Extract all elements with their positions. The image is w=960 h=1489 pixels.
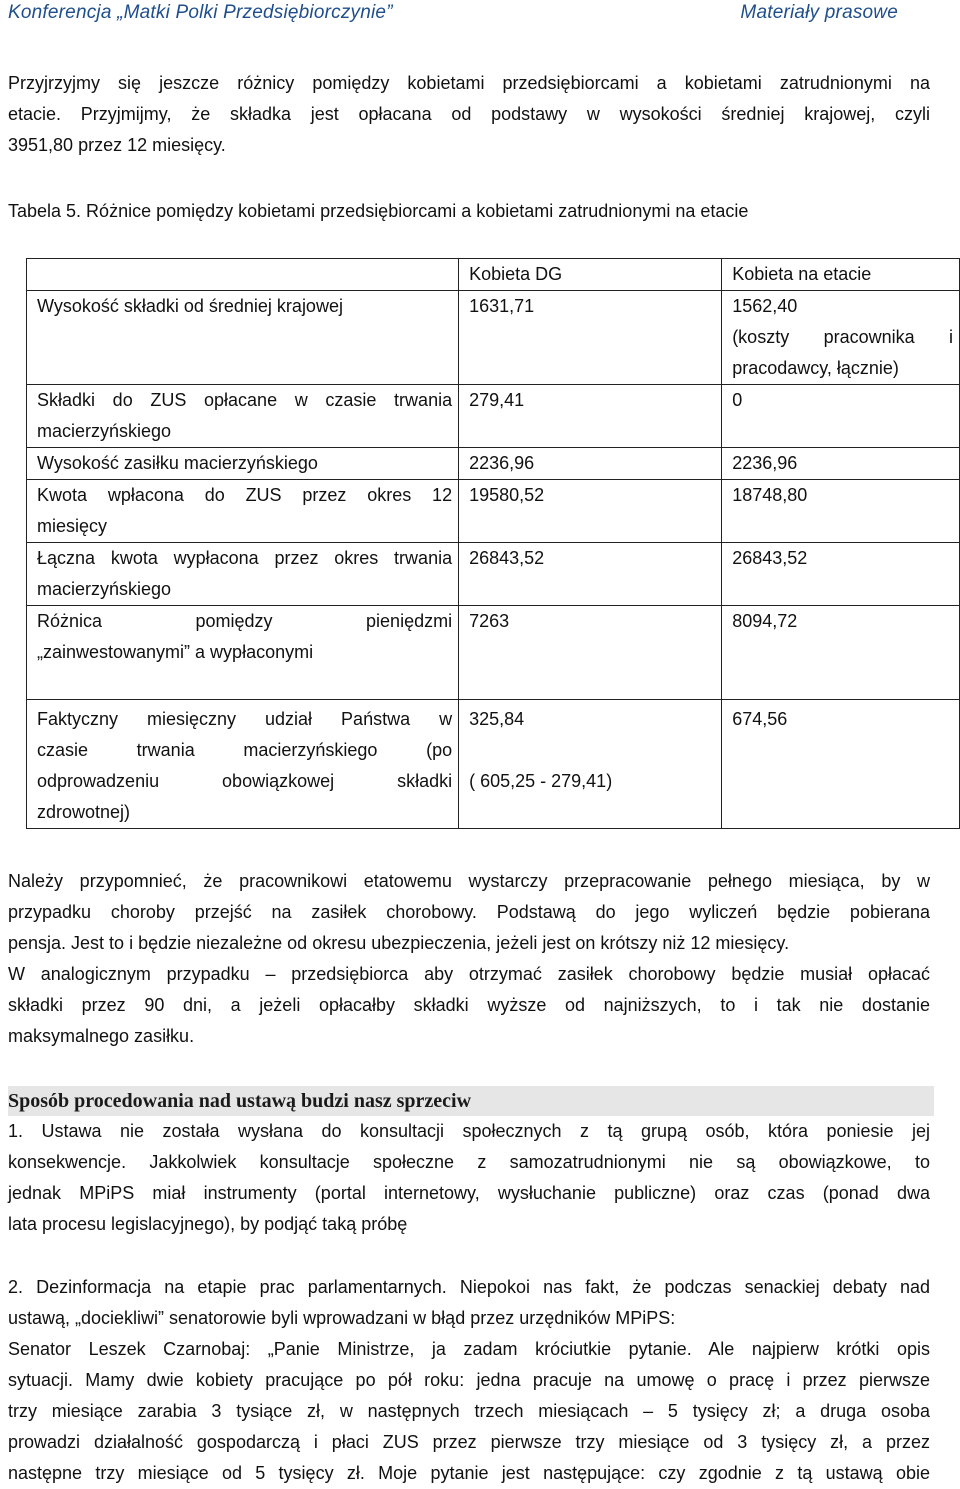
table-row (27, 291, 960, 385)
table-header-row (27, 259, 960, 291)
row-value-dg: 26843,52 (459, 543, 722, 606)
row-label: Łączna kwota wypłacona przez okres trwania macierzyńskiego (27, 543, 459, 606)
row-value-dg: 19580,52 (459, 480, 722, 543)
intro-paragraph (8, 68, 930, 161)
text-line: pensja. Jest to i będzie niezależne od okresu ubezpieczenia, jeżeli jest on krótszy niż 12 miesięcy. (8, 933, 790, 953)
header-cell-empty (27, 259, 459, 291)
text-line: trzy miesiące zarabia 3 tysiące zł, w następnych trzech miesiącach – 5 tysięcy zł; a druga osoba (8, 1401, 930, 1421)
table-row (27, 700, 960, 829)
list-item (8, 1272, 930, 1489)
text-line: sytuacji. Mamy dwie kobiety pracujące po pół roku: jedna pracuje na umowę o pracę i przez pierwsze (8, 1370, 930, 1390)
row-value-dg: 325,84 ( 605,25 - 279,41) (459, 700, 722, 829)
text-line: Senator Leszek Czarnobaj: „Panie Ministrze, ja zadam króciutkie pytanie. Ale najpierw krótki opis (8, 1339, 930, 1359)
header-title: Konferencja „Matki Polki Przedsiębiorczynie” (8, 2, 393, 23)
text-line: jednak MPiPS miał instrumenty (portal internetowy, wysłuchanie publiczne) oraz czas (ponad dwa (8, 1183, 930, 1203)
row-value-etat: 26843,52 (722, 543, 960, 606)
row-label: Kwota wpłacona do ZUS przez okres 12 miesięcy (27, 480, 459, 543)
page-header (8, 0, 898, 34)
text-line: maksymalnego zasiłku. (8, 1026, 195, 1046)
row-value-dg: 279,41 (459, 385, 722, 448)
header-cell-etat: Kobieta na etacie (722, 259, 960, 291)
row-label: Składki do ZUS opłacane w czasie trwania macierzyńskiego (27, 385, 459, 448)
text-line: lata procesu legislacyjnego), by podjąć taką próbę (8, 1214, 408, 1234)
row-value-dg: 1631,71 (459, 291, 722, 385)
table-caption (8, 196, 930, 227)
table-row (27, 543, 960, 606)
text-line: W analogicznym przypadku – przedsiębiorca aby otrzymać zasiłek chorobowy będzie musiał opłacać (8, 964, 930, 984)
intro-line: Przyjrzyjmy się jeszcze różnicy pomiędzy kobietami przedsiębiorcami a kobietami zatrudnionymi na (8, 73, 930, 93)
row-value-etat: 0 (722, 385, 960, 448)
table-row (27, 385, 960, 448)
explanation-paragraph (8, 866, 930, 1052)
row-label: Wysokość składki od średniej krajowej (27, 291, 459, 385)
section-heading: Sposób procedowania nad ustawą budzi nasz sprzeciw (8, 1090, 472, 1112)
table-row (27, 448, 960, 480)
row-label: Wysokość zasiłku macierzyńskiego (27, 448, 459, 480)
row-value-etat: 1562,40 (koszty pracownika i pracodawcy, łącznie) (722, 291, 960, 385)
text-line: 2. Dezinformacja na etapie prac parlamentarnych. Niepokoi nas fakt, że podczas senackiej debaty nad (8, 1277, 930, 1297)
text-line: przypadku choroby przejść na zasiłek chorobowy. Podstawą do jego wyliczeń będzie pobierana (8, 902, 930, 922)
row-value-etat: 18748,80 (722, 480, 960, 543)
row-value-dg: 7263 (459, 606, 722, 700)
table-row (27, 480, 960, 543)
row-value-etat: 674,56 (722, 700, 960, 829)
text-line: następne trzy miesiące od 5 tysięcy zł. Moje pytanie jest następujące: czy zgodnie z tą ustawą obie (8, 1463, 930, 1483)
text-line: prowadzi działalność gospodarczą i płaci ZUS przez pierwsze trzy miesiące od 3 tysięcy zł, a przez (8, 1432, 930, 1452)
header-cell-dg: Kobieta DG (459, 259, 722, 291)
table-row (27, 606, 960, 700)
header-section: Materiały prasowe (740, 2, 898, 23)
row-value-etat: 2236,96 (722, 448, 960, 480)
row-label: Faktyczny miesięczny udział Państwa w czasie trwania macierzyńskiego (po odprowadzeniu obowiązkowej składki zdrowotnej) (27, 700, 459, 829)
text-line: 1. Ustawa nie została wysłana do konsultacji społecznych z tą grupą osób, która poniesie jej (8, 1121, 930, 1141)
text-line: składki przez 90 dni, a jeżeli opłacałby składki wyższe od najniższych, to i tak nie dostanie (8, 995, 930, 1015)
comparison-table (26, 258, 960, 829)
row-label: Różnica pomiędzy pieniędzmi „zainwestowanymi” a wypłaconymi (27, 606, 459, 700)
intro-line: etacie. Przyjmijmy, że składka jest opłacana od podstawy w wysokości średniej krajowej, czyli (8, 104, 930, 124)
text-line: konsekwencje. Jakkolwiek konsultacje społeczne z samozatrudnionymi nie są obowiązkowe, to (8, 1152, 930, 1172)
table-caption-text: Tabela 5. Różnice pomiędzy kobietami przedsiębiorcami a kobietami zatrudnionymi na etacie (8, 201, 749, 221)
text-line: Należy przypomnieć, że pracownikowi etatowemu wystarczy przepracowanie pełnego miesiąca, by w (8, 871, 930, 891)
text-line: ustawą, „dociekliwi” senatorowie byli wprowadzani w błąd przez urzędników MPiPS: (8, 1308, 676, 1328)
list-item (8, 1116, 930, 1240)
row-value-dg: 2236,96 (459, 448, 722, 480)
row-value-etat: 8094,72 (722, 606, 960, 700)
intro-line: 3951,80 przez 12 miesięcy. (8, 135, 226, 155)
